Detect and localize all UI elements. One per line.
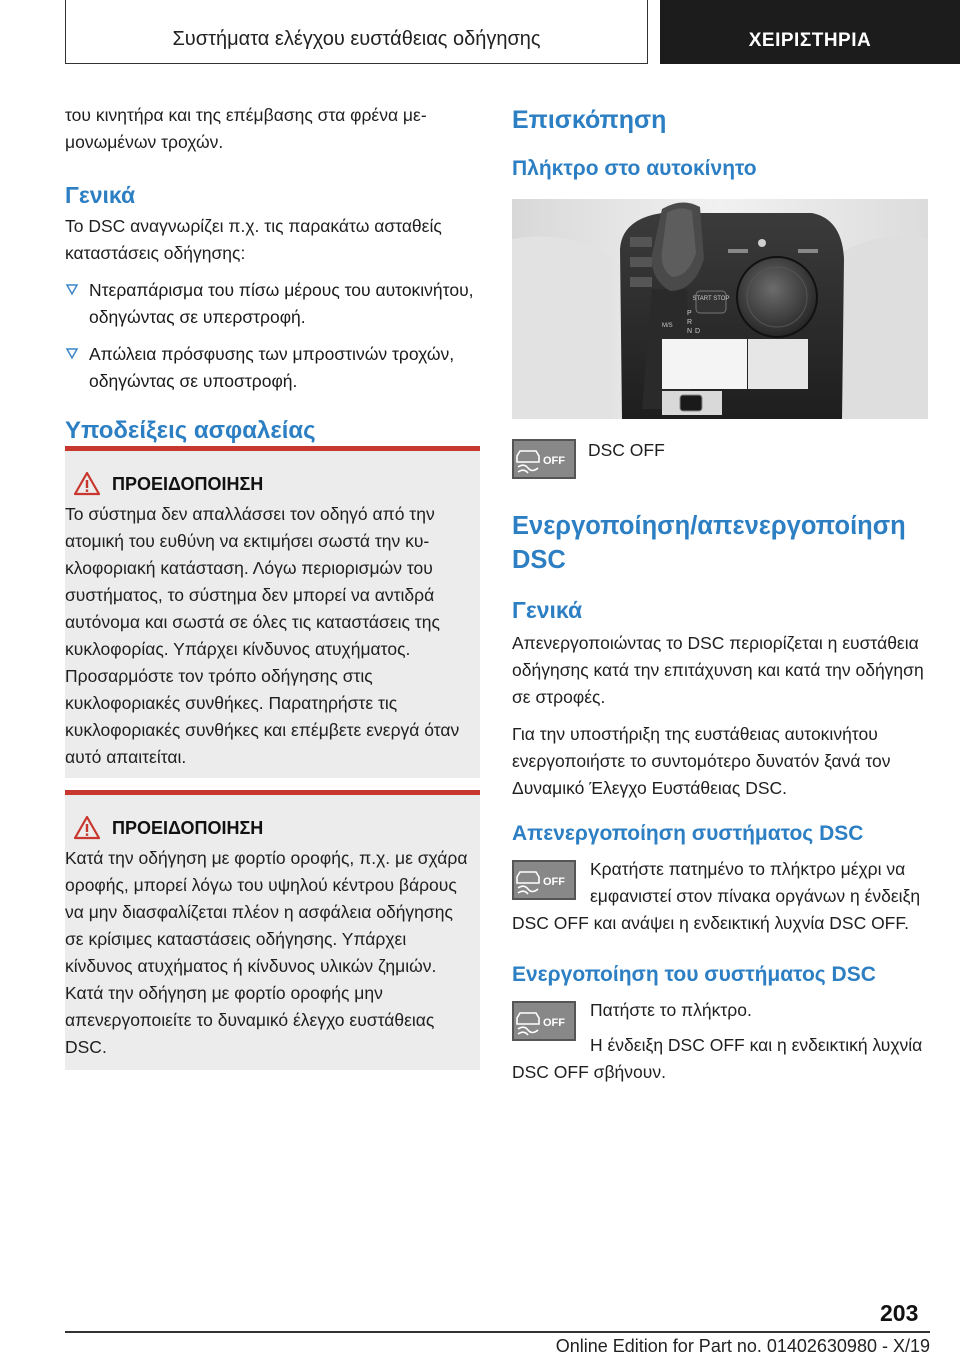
general-paragraph-1: Απενεργοποιώντας το DSC περιορίζεται η ευστάθεια οδήγησης κατά την επιτάχυνση και κατά την οδήγηση σε στροφές.: [512, 633, 924, 707]
warning-box: [65, 446, 480, 778]
deactivate-block: [512, 856, 930, 937]
warning-text: Κατά την οδήγηση με φορτίο οροφής, π.χ. με σχάρα οροφής, μπορεί λόγω του υψηλού κέντρου βάρους να μην διασφαλίζεται πλέον η ασφάλεια οδήγησης σε κρίσιμες καταστάσεις οδήγησης. Υπάρχει κίνδυνος ατυχήματος ή κίνδυνος υλικών ζημιών. Κατά την οδήγηση με φορτίο οροφής μην απενεργοποιείτε το δυναμικό έλεγχο ευστάθειας DSC.: [65, 848, 468, 1057]
console-illustration: [512, 199, 928, 419]
safety-heading: Υποδείξεις ασφαλείας: [65, 417, 316, 444]
activate-text-1: Πατήστε το πλήκτρο.: [590, 1000, 752, 1020]
warning-label: ΠΡΟΕΙΔΟΠΟΙΗΣΗ: [112, 474, 264, 494]
intro-paragraph: του κινητήρα και της επέμβασης στα φρένα μεμονωμένων τροχών.: [65, 105, 427, 152]
warning-triangle-icon: [73, 815, 101, 840]
gear-r-label: R: [687, 319, 693, 326]
page-number: 203: [880, 1300, 919, 1326]
right-column: [512, 100, 930, 1086]
deactivate-text: Κρατήστε πατημένο το πλήκτρο μέχρι να εμφανιστεί στον πίνακα οργάνων η ένδειξη DSC OFF και ανάψει η ενδεικτική λυχνία DSC OFF.: [512, 859, 921, 933]
dsc-off-button-icon: [512, 439, 576, 479]
gear-d-label: D: [695, 328, 701, 335]
warning-triangle-icon: [73, 471, 101, 496]
right-general-heading: Γενικά: [512, 597, 583, 623]
warning-text: Το σύστημα δεν απαλλάσσει τον οδηγό από την ατομική του ευθύνη να εκτιμήσει σωστά την κυκλοφοριακή κατάσταση. Λόγω περιορισμών του συστήματος, το σύστημα δεν μπορεί να αντιδρά αυτόνομα και σωστά σε όλες τις καταστάσεις της κυκλοφορίας. Υπάρχει κίνδυνος ατυχήματος. Προσαρμόστε τον τρόπο οδήγησης στις κυκλοφοριακές συνθήκες. Παρατηρήστε τις κυκλοφοριακές συνθήκες και επέμβετε ενεργά όταν αυτό απαιτείται.: [65, 504, 460, 767]
section-title: Συστήματα ελέγχου ευστάθειας οδήγησης: [172, 28, 541, 50]
dsc-off-label: DSC OFF: [588, 440, 665, 460]
dsc-icon-off-text: OFF: [543, 876, 565, 888]
console-photo: [512, 199, 928, 419]
warning-header: [65, 815, 468, 843]
button-heading: Πλήκτρο στο αυτοκίνητο: [512, 157, 757, 180]
bullet-item: [65, 341, 480, 395]
gear-p-label: P: [687, 310, 692, 317]
activate-heading: Ενεργοποίηση του συστήματος DSC: [512, 963, 876, 986]
skidding-car-icon: [514, 1003, 574, 1039]
gear-ms-label: M/S: [662, 323, 673, 329]
header-section-frame: [65, 0, 648, 64]
deactivate-heading: Απενεργοποίηση συστήματος DSC: [512, 822, 864, 845]
bullet-text: Ντεραπάρισμα του πίσω μέρους του αυτοκινήτου, οδηγώντας σε υπερστροφή.: [89, 280, 474, 327]
warning-box: [65, 790, 480, 1070]
activate-text-2: Η ένδειξη DSC OFF και η ενδεικτική λυχνία DSC OFF σβήνουν.: [512, 1035, 923, 1082]
footer-divider: [65, 1331, 930, 1333]
gear-n-label: N: [687, 328, 693, 335]
activation-heading: Ενεργοποίηση/απενεργοποίηση DSC: [512, 512, 906, 574]
general-paragraph-2: Για την υποστήριξη της ευστάθειας αυτοκινήτου ενεργοποιήστε το συντομότερο δυνατόν ξανά τον Δυναμικό Έλεγχο Ευστάθειας DSC.: [512, 724, 891, 798]
triangle-bullet-icon: [65, 283, 79, 297]
chapter-label: ΧΕΙΡΙΣΤΗΡΙΑ: [748, 30, 872, 51]
dsc-icon-off-text: OFF: [543, 455, 565, 467]
start-stop-label: START STOP: [692, 296, 730, 302]
chapter-tab: [660, 0, 960, 64]
dsc-off-button-icon: [512, 1001, 576, 1041]
overview-heading: Επισκόπηση: [512, 106, 667, 134]
activate-block: [512, 997, 930, 1086]
general-heading: Γενικά: [65, 182, 136, 208]
skidding-car-icon: [514, 441, 574, 477]
left-column: [65, 100, 480, 445]
dsc-icon-off-text: OFF: [543, 1017, 565, 1029]
dsc-off-button-icon: [512, 860, 576, 900]
warning-header: [65, 471, 468, 499]
warning-label: ΠΡΟΕΙΔΟΠΟΙΗΣΗ: [112, 818, 264, 838]
bullet-item: [65, 277, 480, 331]
dsc-off-caption-row: [512, 439, 930, 483]
skidding-car-icon: [514, 862, 574, 898]
edition-footer: Online Edition for Part no. 01402630980 - X/19: [555, 1336, 930, 1356]
general-text: Το DSC αναγνωρίζει π.χ. τις παρακάτω ασταθείς καταστάσεις οδήγησης:: [65, 216, 442, 263]
triangle-bullet-icon: [65, 347, 79, 361]
bullet-text: Απώλεια πρόσφυσης των μπροστινών τροχών, οδηγώντας σε υποστροφή.: [89, 344, 455, 391]
